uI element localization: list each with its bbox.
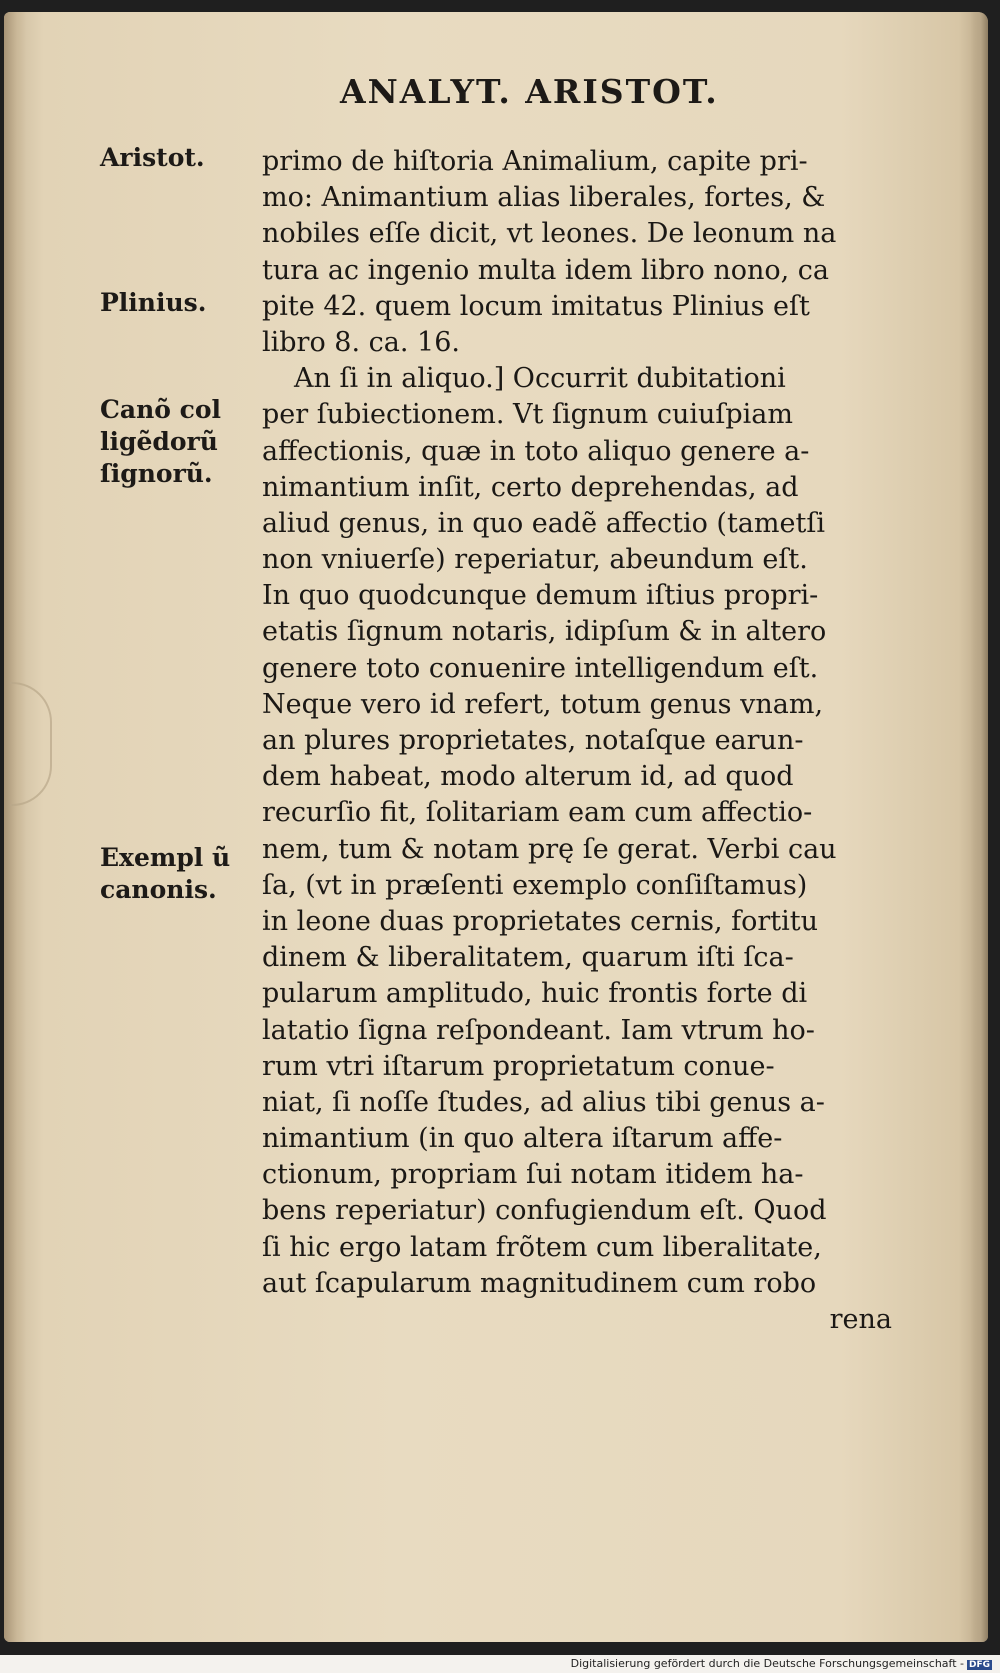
text-line: non vniuerſe) reperiatur, abeundum eſt. — [262, 544, 808, 576]
margin-note-plinius: Plinius. — [100, 288, 207, 317]
margin-note-canon-1: Canõ col — [100, 395, 222, 424]
text-line: In quo quodcunque demum iſtius propri- — [262, 580, 819, 612]
text-line: dem habeat, modo alterum id, ad quod — [262, 761, 794, 793]
text-line: pularum amplitudo, huic frontis forte di — [262, 978, 808, 1010]
text-line: recurſio fit, ſolitariam eam cum affectio- — [262, 797, 813, 829]
text-line: per ſubiectionem. Vt ſignum cuiuſpiam — [262, 399, 793, 431]
margin-note-aristot: Aristot. — [100, 143, 205, 172]
text-line: latatio ſigna reſpondeant. Iam vtrum ho- — [262, 1014, 815, 1046]
digitization-credit — [571, 1657, 992, 1670]
catchword: rena — [829, 1304, 892, 1335]
margin-note-exemplum-1: Exempl ũ — [100, 843, 231, 872]
text-line: nem, tum & notam prę ſe gerat. Verbi cau — [262, 833, 837, 865]
text-line: rum vtri iſtarum proprietatum conue- — [262, 1050, 775, 1082]
text-line: An ſi in aliquo.] Occurrit dubitationi — [294, 363, 786, 395]
text-line: libro 8. ca. 16. — [262, 326, 460, 358]
text-line: affectionis, quæ in toto aliquo genere a- — [262, 435, 810, 467]
digitization-credit-text: Digitalisierung gefördert durch die Deutsche Forschungsgemeinschaft - — [570, 1657, 964, 1670]
margin-notes — [100, 140, 260, 940]
page-clip-mark — [10, 682, 52, 806]
text-line: dinem & liberalitatem, quarum iſti ſca- — [262, 942, 794, 974]
page-edge — [970, 12, 988, 1642]
text-line: ſi hic ergo latam frõtem cum liberalitate, — [262, 1231, 822, 1263]
text-line: primo de hiſtoria Animalium, capite pri- — [262, 146, 808, 177]
text-line: nimantium inſit, certo deprehendas, ad — [262, 471, 799, 503]
text-line: an plures proprietates, notaſque earun- — [262, 725, 804, 756]
text-line: nimantium (in quo altera iſtarum affe- — [262, 1123, 783, 1155]
text-line: ſa, (vt in præſenti exemplo conſiſtamus) — [262, 869, 808, 901]
text-line: ctionum, propriam ſui notam itidem ha- — [262, 1159, 804, 1191]
running-header: ANALYT. ARISTOT. — [340, 72, 719, 111]
text-line: bens reperiatur) confugiendum eſt. Quod — [262, 1195, 827, 1227]
margin-note-canon-3: ſignorũ. — [100, 459, 213, 488]
text-line: mo: Animantium alias liberales, fortes, & — [262, 182, 826, 214]
text-line: Neque vero id refert, totum genus vnam, — [262, 688, 824, 720]
text-line: aliud genus, in quo eadẽ affectio (tametſi — [262, 507, 825, 539]
text-line: in leone duas proprietates cernis, fortitu — [262, 905, 819, 937]
text-line: etatis ſignum notaris, idipſum & in altero — [262, 616, 827, 648]
margin-note-exemplum-2: canonis. — [100, 875, 217, 904]
text-line: nobiles eſſe dicit, vt leones. De leonum na — [262, 218, 837, 250]
text-line: tura ac ingenio multa idem libro nono, ca — [262, 254, 829, 286]
text-line: pite 42. quem locum imitatus Plinius eſt — [262, 290, 810, 322]
text-line: genere toto conuenire intelligendum eſt. — [262, 652, 819, 684]
margin-note-canon-2: ligẽdorũ — [100, 427, 218, 456]
body-text — [262, 144, 922, 1338]
dfg-logo: DFG — [968, 1660, 990, 1670]
text-line: niat, ſi noſſe ſtudes, ad alius tibi genus a- — [262, 1086, 825, 1118]
text-line: aut ſcapularum magnitudinem cum robo — [262, 1267, 817, 1299]
